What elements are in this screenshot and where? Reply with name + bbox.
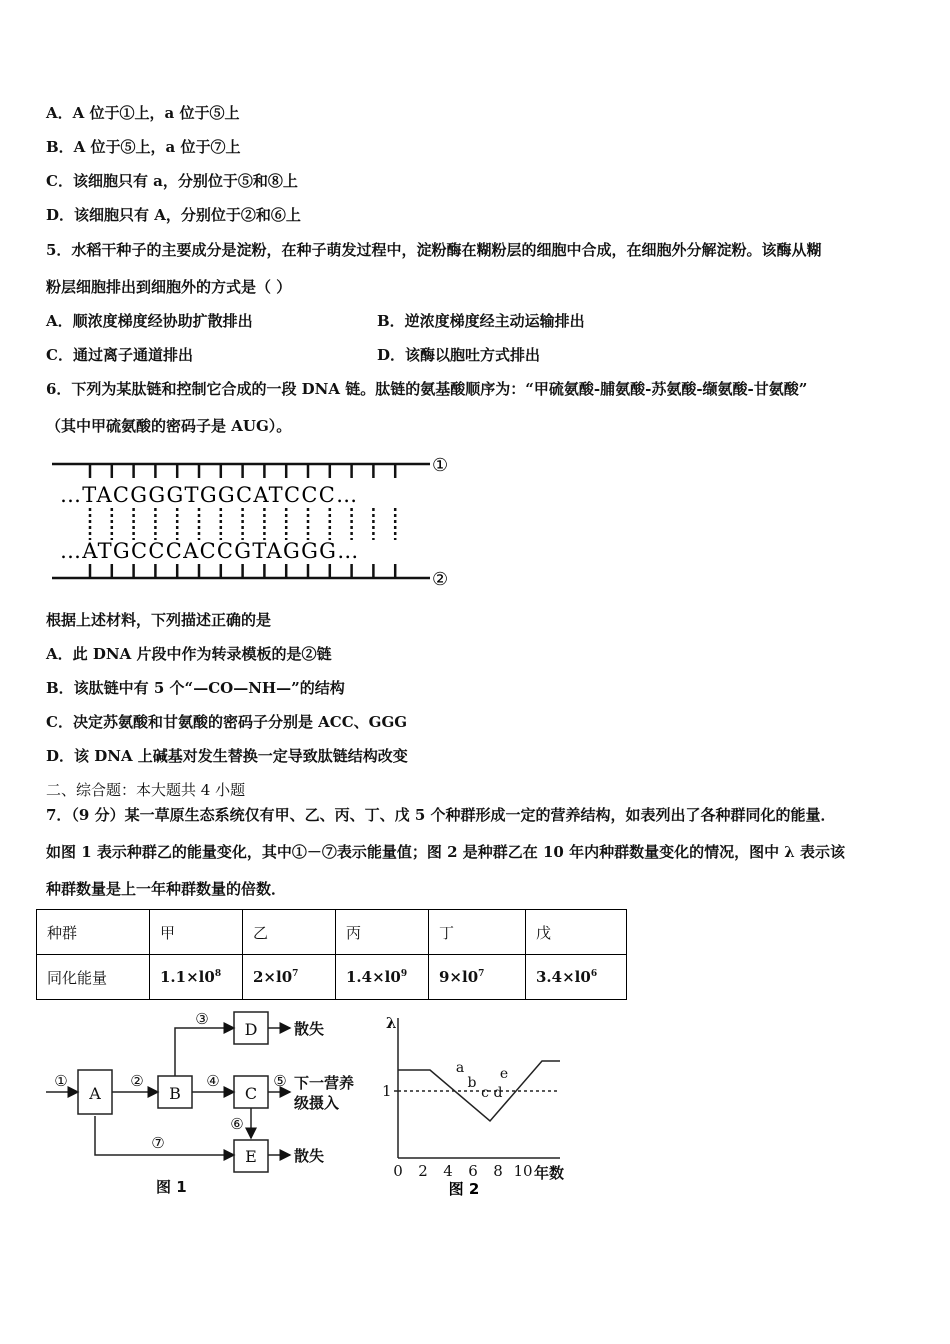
q6-lead: 根据上述材料，下列描述正确的是 <box>46 611 272 629</box>
energy-flow-diagram <box>40 1008 360 1208</box>
arrow-label-2: ② <box>130 1072 144 1090</box>
q7-stem-line3: 种群数量是上一年种群数量的倍数． <box>46 880 287 898</box>
q5-option-d: D．该酶以胞吐方式排出 <box>377 346 541 364</box>
strand-2-label: ② <box>432 569 449 590</box>
box-a-label: A <box>89 1084 101 1103</box>
table-cell: $1.1\times l0^8$ <box>150 955 243 1000</box>
table-header-cell: 丁 <box>429 910 526 955</box>
q5-stem-line2: 粉层细胞排出到细胞外的方式是（ ） <box>46 278 292 296</box>
figure-1 <box>40 1008 360 1212</box>
table-header-cell: 丙 <box>336 910 429 955</box>
x-tick-label: 10 <box>513 1162 533 1180</box>
table-header-row <box>37 910 627 955</box>
arrow-label-5: ⑤ <box>273 1072 287 1090</box>
x-axis-unit: 年数 <box>533 1164 565 1182</box>
q7-stem-line1: 7．（9 分）某一草原生态系统仅有甲、乙、丙、丁、戊 5 个种群形成一定的营养结构，如表列出了各种群同化的能量． <box>46 806 836 824</box>
q5-option-b: B．逆浓度梯度经主动运输排出 <box>377 312 585 330</box>
table-cell: $3.4\times l0^6$ <box>526 955 627 1000</box>
x-tick-label: 6 <box>468 1162 478 1180</box>
y-axis-label: λ <box>386 1014 397 1032</box>
box-c-label: C <box>244 1084 258 1103</box>
curve-point-label: d <box>493 1085 503 1101</box>
arrow-label-4: ④ <box>206 1072 220 1090</box>
q6-option-a: A．此 DNA 片段中作为转录模板的是②链 <box>46 645 332 663</box>
next-level-label-2: 级摄入 <box>294 1094 340 1112</box>
table-header-cell: 戊 <box>526 910 627 955</box>
section-2-heading: 二、综合题：本大题共 4 小题 <box>46 781 246 799</box>
q6-stem-line2: （其中甲硫氨酸的密码子是 AUG）。 <box>46 417 292 435</box>
lambda-chart <box>360 1008 610 1208</box>
box-d-label: D <box>244 1020 258 1039</box>
figure-1-caption: 图 1 <box>156 1178 187 1196</box>
box-e-label: E <box>245 1147 257 1166</box>
arrow-label-1: ① <box>54 1072 68 1090</box>
table-row-label: 同化能量 <box>37 955 150 1000</box>
x-tick-label: 0 <box>393 1162 403 1180</box>
table-cell: $1.4\times l0^9$ <box>336 955 429 1000</box>
x-tick-label: 8 <box>493 1162 503 1180</box>
table-header-cell: 甲 <box>150 910 243 955</box>
curve-point-label: b <box>467 1075 477 1091</box>
energy-table <box>36 909 627 1000</box>
q7-stem-line2: 如图 1 表示种群乙的能量变化，其中①－⑦表示能量值；图 2 是种群乙在 10 年内种群数量变化的情况，图中 λ 表示该 <box>46 843 846 861</box>
table-header-cell: 乙 <box>243 910 336 955</box>
dna-double-strand <box>48 452 468 590</box>
x-tick-label: 2 <box>418 1162 428 1180</box>
table-cell: $9\times l0^7$ <box>429 955 526 1000</box>
q6-option-c: C．决定苏氨酸和甘氨酸的密码子分别是 ACC、GGG <box>46 713 408 731</box>
arrow-label-6: ⑥ <box>230 1115 244 1133</box>
q5-option-a: A．顺浓度梯度经协助扩散排出 <box>46 312 253 330</box>
q6-option-d: D．该 DNA 上碱基对发生替换一定导致肽链结构改变 <box>46 747 408 765</box>
q6-option-b: B．该肽链中有 5 个“—CO—NH—”的结构 <box>46 679 345 697</box>
q4-option-b: B．A 位于⑤上，a 位于⑦上 <box>46 138 241 156</box>
table-row <box>37 955 627 1000</box>
next-level-label-1: 下一营养 <box>294 1074 355 1092</box>
x-tick-label: 4 <box>443 1162 453 1180</box>
figure-2-caption: 图 2 <box>448 1180 480 1198</box>
strand-1-label: ① <box>432 455 449 476</box>
q4-option-d: D．该细胞只有 A，分别位于②和⑥上 <box>46 206 301 224</box>
q5-option-c: C．通过离子通道排出 <box>46 346 193 364</box>
curve-point-label: e <box>499 1066 509 1082</box>
figure-2 <box>360 1008 610 1212</box>
table-header-cell: 种群 <box>37 910 150 955</box>
lost-label-2: 散失 <box>294 1147 325 1165</box>
lost-label-1: 散失 <box>294 1020 325 1038</box>
arrow-label-3: ③ <box>195 1010 209 1028</box>
q5-stem-line1: 5．水稻干种子的主要成分是淀粉，在种子萌发过程中，淀粉酶在糊粉层的细胞中合成，在细胞外分解淀粉。该酶从糊 <box>46 241 822 259</box>
q6-stem-line1: 6．下列为某肽链和控制它合成的一段 DNA 链。肽链的氨基酸顺序为：“甲硫氨酸-脯氨酸-苏氨酸-缬氨酸-甘氨酸” <box>46 380 808 398</box>
q4-option-a: A．A 位于①上，a 位于⑤上 <box>46 104 240 122</box>
table-cell: $2\times l0^7$ <box>243 955 336 1000</box>
strand-2-sequence: …ATGCCCACCGTAGGG… <box>60 539 360 563</box>
strand-1-sequence: …TACGGGTGGCATCCC… <box>60 483 359 507</box>
box-b-label: B <box>169 1084 181 1103</box>
dna-diagram <box>48 452 468 594</box>
y-tick-label-1: 1 <box>382 1082 392 1100</box>
curve-point-label: c <box>481 1085 489 1101</box>
curve-point-label: a <box>455 1060 465 1076</box>
q4-option-c: C．该细胞只有 a，分别位于⑤和⑧上 <box>46 172 298 190</box>
arrow-label-7: ⑦ <box>151 1134 165 1152</box>
